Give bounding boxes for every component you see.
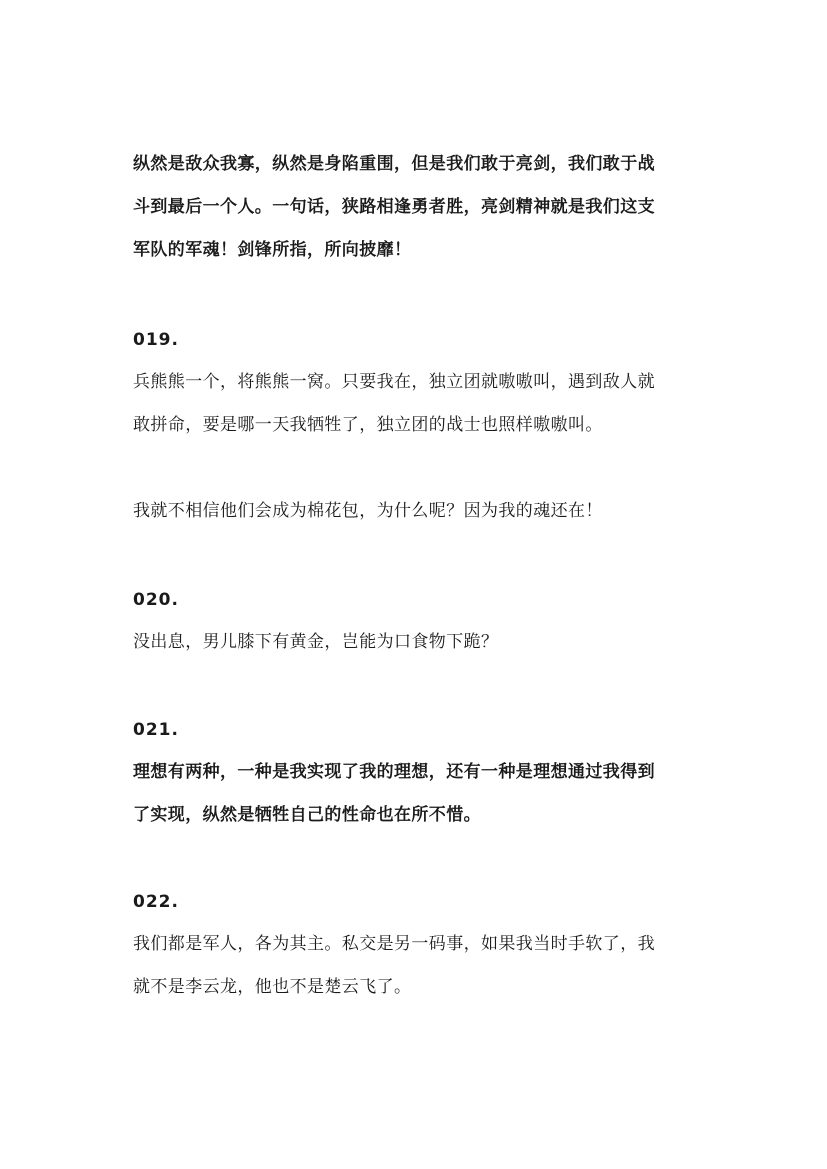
section-020-paragraph-1 [133,621,703,664]
text-line: 我们都是军人，各为其主。私交是另一码事，如果我当时手软了，我 [133,934,655,954]
section-number-020: 020. [133,590,179,610]
text-line: 纵然是敌众我寡，纵然是身陷重围，但是我们敢于亮剑，我们敢于战 [133,154,655,174]
section-019-paragraph-2 [133,490,703,533]
text-line: 敢拼命，要是哪一天我牺牲了，独立团的战士也照样嗷嗷叫。 [133,415,603,435]
text-line: 军队的军魂！剑锋所指，所向披靡！ [133,240,412,260]
text-line: 兵熊熊一个，将熊熊一窝。只要我在，独立团就嗷嗷叫，遇到敌人就 [133,372,655,392]
section-number-022: 022. [133,892,179,912]
section-number-019: 019. [133,330,179,350]
text-line: 斗到最后一个人。一句话，狭路相逢勇者胜，亮剑精神就是我们这支 [133,197,655,217]
section-021-paragraph-1 [133,751,703,837]
section-019-paragraph-1 [133,361,703,447]
text-line: 了实现，纵然是牺牲自己的性命也在所不惜。 [133,805,481,825]
text-line: 没出息，男儿膝下有黄金，岂能为口食物下跪？ [133,632,499,652]
section-022-paragraph-1 [133,923,703,1009]
intro-paragraph [133,143,703,272]
text-line: 我就不相信他们会成为棉花包，为什么呢？因为我的魂还在！ [133,501,603,521]
section-number-021: 021. [133,720,179,740]
text-line: 就不是李云龙，他也不是楚云飞了。 [133,977,412,997]
text-line: 理想有两种，一种是我实现了我的理想，还有一种是理想通过我得到 [133,762,655,782]
